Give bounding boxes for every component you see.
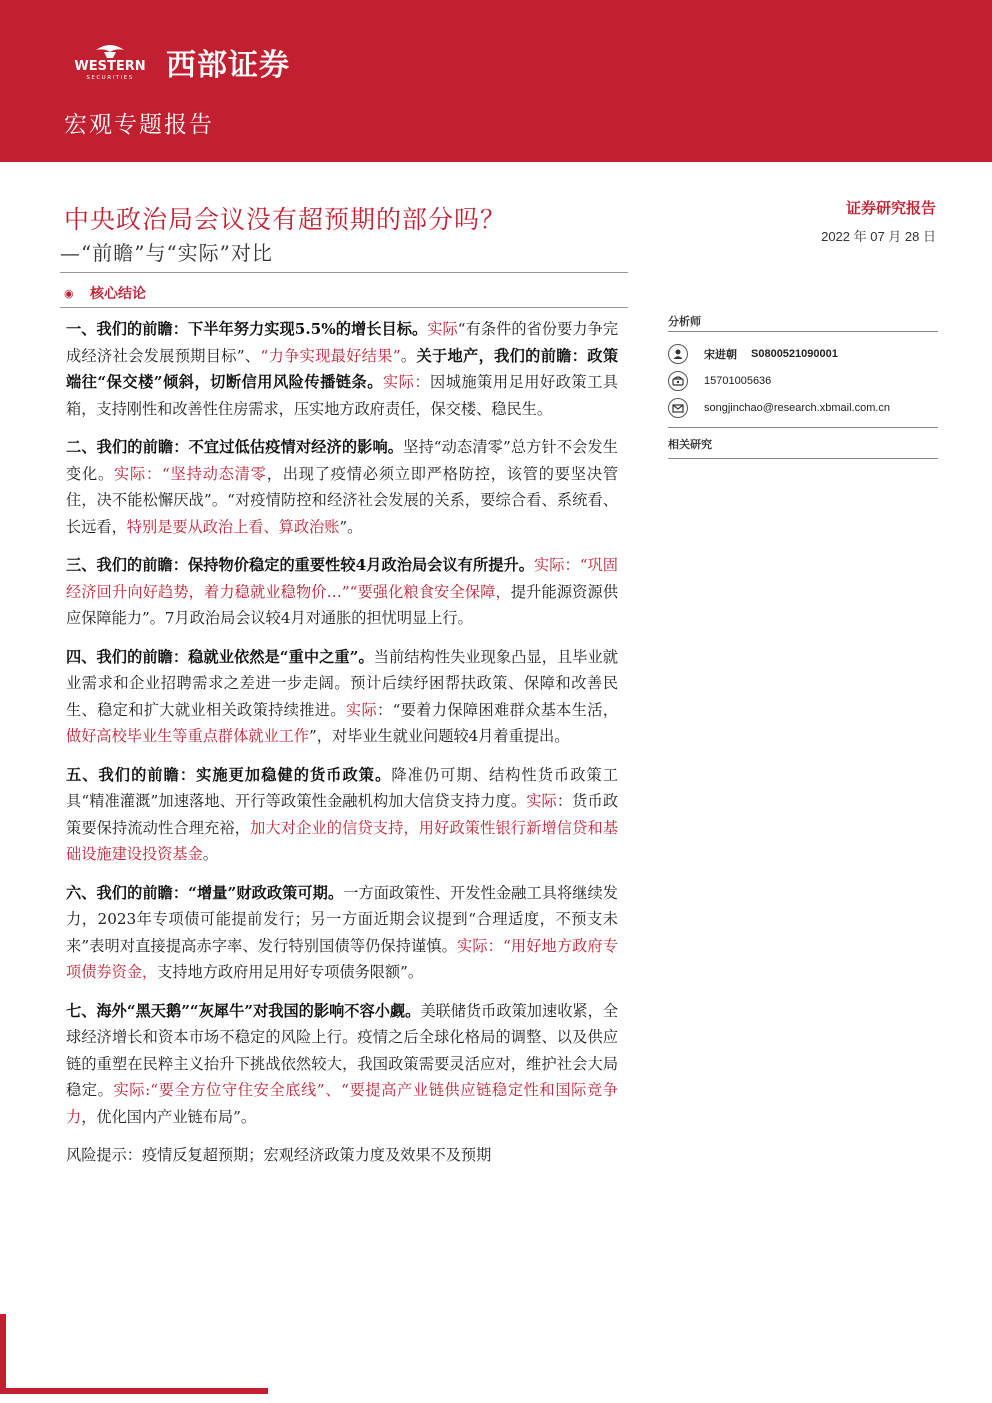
body-text: 坚持“动态清零”总方针不会发生变化。 [66,438,618,483]
conclusion-paragraph [66,316,618,422]
forecast-text: 三、我们的前瞻：保持物价稳定的重要性较4月政治局会议有所提升。 [66,556,534,574]
actual-quote-text: 实际 [427,320,458,338]
actual-quote-text: 实际：“坚持动态清零 [114,464,267,483]
bullet-icon: ◉ [64,287,74,300]
forecast-text: 关于地产，我们的前瞻：政策端往“保交楼”倾斜，切断信用风险传播链条。 [66,346,619,391]
body-text: 因城施策用足用好政策工具箱，支持刚性和改善性住房需求，压实地方政府责任，保交楼、稳民生。 [66,373,618,418]
page-subtitle: —“前瞻”与“实际”对比 [60,241,273,265]
analyst-email-row [668,394,938,421]
corner-decoration-horizontal [0,1388,268,1394]
actual-quote-text: 实际 [526,792,557,810]
risk-notice: 风险提示：疫情反复超预期；宏观经济政策力度及效果不及预期 [66,1146,492,1164]
body-text: 降准仍可期、结构性货币政策工具“精准灌溉”加速落地、开行等政策性金融机构加大信贷支持力度。 [66,765,619,810]
body-text: 。 [202,845,218,863]
report-category: 证券研究报告 [845,199,936,217]
body-text: 提升能源资源供应保障能力”。7月政治局会议较4月对通胀的担忧明显上行。 [66,582,619,627]
conclusions-body [66,316,618,1169]
phone-icon [668,371,688,391]
conclusion-paragraph [66,998,618,1131]
actual-quote-text: 实际： [382,373,431,391]
forecast-text: 二、我们的前瞻：不宜过低估疫情对经济的影响。 [66,438,404,456]
body-text: 支持地方政府用足用好专项债务限额”。 [157,963,424,981]
forecast-text: 七、海外“黑天鹅”“灰犀牛”对我国的影响不容小觑。 [66,1001,421,1020]
forecast-text: 五、我们的前瞻：实施更加稳健的货币政策。 [66,765,392,784]
analyst-name: 宋进朝 [704,347,737,361]
analyst-panel [668,308,938,459]
conclusion-paragraph [66,434,618,540]
analyst-heading: 分析师 [668,308,938,332]
analyst-phone: 15701005636 [704,374,772,387]
report-type: 宏观专题报告 [64,112,214,138]
svg-text:WESTERN: WESTERN [74,59,146,74]
body-text: 一方面政策性、开发性金融工具将继续发力，2023年专项债可能提前发行；另一方面近期会议提到“合理适度，不预支未来”表明对直接提高赤字率、发行特别国债等仍保持谨慎。 [66,883,618,955]
body-text: 。 [400,346,417,365]
forecast-text: 一、我们的前瞻：下半年努力实现5.5%的增长目标。 [66,320,428,338]
company-logo [66,40,290,84]
body-text: ，出现了疫情必须立即严格防控，该管的要坚决管住，决不能松懈厌战”。“对疫情防控和经济社会发展的关系，要综合看、系统看、长远看， [66,464,619,536]
body-text: ”。 [339,517,363,536]
body-text: 美联储货币政策加速收紧，全球经济增长和资本市场不稳定的风险上行。疫情之后全球化格局的调整、以及供应链的重塑在民粹主义抬升下挑战依然较大，我国政策需要灵活应对，维护社会大局稳定。 [66,1001,619,1099]
person-icon [668,344,688,364]
body-text: “有条件的省份要力争完成经济社会发展预期目标”、 [66,320,619,365]
body-text: 当前结构性失业现象凸显，且毕业就业需求和企业招聘需求之差进一步走阔。预计后续纾困帮扶政策、保障和改善民生、稳定和扩大就业相关政策持续推进。 [66,647,618,719]
actual-quote-text: 做好高校毕业生等重点群体就业工作 [66,727,309,745]
title-divider [60,272,628,273]
forecast-text: 六、我们的前瞻：“增量”财政政策可期。 [66,883,344,902]
analyst-email[interactable]: songjinchao@research.xbmail.com.cn [704,401,891,414]
corner-decoration-vertical [0,1314,6,1394]
company-name: 西部证券 [166,48,290,83]
conclusion-paragraph [66,880,618,986]
section-title: 核心结论 [90,286,146,302]
report-date: 2022 年 07 月 28 日 [821,229,936,244]
body-text: ：“要着力保障困难群众基本生活， [377,700,619,719]
actual-quote-text: “力争实现最好结果” [260,346,401,365]
actual-quote-text: 实际 [345,700,378,719]
related-research-heading: 相关研究 [668,428,938,459]
header-band [0,0,992,162]
conclusion-paragraph [66,644,618,750]
svg-text:SECURITIES: SECURITIES [86,75,134,81]
conclusion-paragraph [66,762,618,868]
analyst-cert: S0800521090001 [751,347,838,360]
actual-quote-text: 特别是要从政治上看、算政治账 [126,517,340,536]
body-text: ，优化国内产业链布局”。 [81,1107,257,1126]
forecast-text: 四、我们的前瞻：稳就业依然是“重中之重”。 [66,647,374,666]
actual-quote-text: 加大对企业的信贷支持，用好政策性银行新增信贷和基础设施建设投资基金 [66,818,619,863]
actual-quote-text: 实际：“巩固经济回升向好趋势，着力稳就业稳物价…”“要强化粮食安全保障， [66,556,618,601]
mail-icon [668,398,688,418]
actual-quote-text: 实际：“用好地方政府专项债券资金， [66,936,619,981]
section-header [60,280,628,308]
conclusion-paragraph [66,552,618,632]
page-title: 中央政治局会议没有超预期的部分吗？ [64,205,507,234]
analyst-name-row [668,340,938,367]
actual-quote-text: 实际:“要全方位守住安全底线”、“要提高产业链供应链稳定性和国际竞争力 [66,1081,618,1126]
bull-logo-icon [66,42,154,82]
body-text: ”，对毕业生就业问题较4月着重提出。 [309,727,570,745]
analyst-phone-row [668,367,938,394]
body-text: ：货币政策要保持流动性合理充裕， [66,792,619,837]
